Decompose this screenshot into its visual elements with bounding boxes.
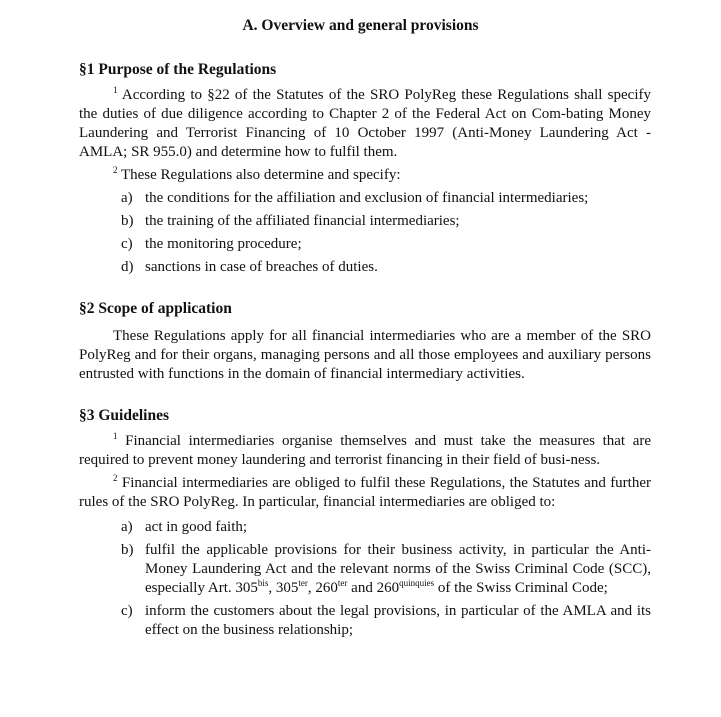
s3-paragraph-2 xyxy=(79,474,651,512)
list-text xyxy=(145,541,651,598)
para-text: Financial intermediaries organise themselves and must take the measures that are required to prevent money laundering and terrorist financing in their field of busi-ness. xyxy=(79,433,652,468)
section-2 xyxy=(79,299,651,384)
superscript: ter xyxy=(337,578,348,588)
text-part: , 305 xyxy=(268,580,299,596)
list-label: d) xyxy=(121,259,134,275)
text-part: fulfil the applicable provisions for their business activity, in particular the Anti-Money Laundering Act and the relevant norms of the Swiss Criminal Code (SCC), especially Art. 305 xyxy=(145,542,651,596)
section-3 xyxy=(79,406,651,640)
list-label: c) xyxy=(121,603,133,619)
para-text: These Regulations also determine and specify: xyxy=(120,167,401,183)
list-item xyxy=(121,189,651,208)
s2-heading: §2 Scope of application xyxy=(79,300,232,317)
s1-paragraph-2 xyxy=(79,166,651,185)
list-label: a) xyxy=(121,190,133,206)
list-item xyxy=(121,541,651,598)
list-item xyxy=(121,602,651,640)
para-text: Financial intermediaries are obliged to fulfil these Regulations, the Statutes and further rules of the SRO PolyReg. In particular, financial intermediaries are obliged to: xyxy=(79,475,651,510)
list-label: a) xyxy=(121,519,133,535)
text-part: , 260 xyxy=(307,580,338,596)
para-number: 2 xyxy=(113,165,118,175)
superscript: ter xyxy=(298,578,308,588)
list-label: c) xyxy=(121,236,133,252)
s3-paragraph-1 xyxy=(79,432,651,470)
list-text: the training of the affiliated financial intermediaries; xyxy=(145,213,460,229)
text-part: of the Swiss Criminal Code; xyxy=(434,580,608,596)
para-text: According to §22 of the Statutes of the SRO PolyReg these Regulations shall specify the duties of due diligence according to Chapter 2 of the Federal Act on Com-bating Money Laundering and Terrorist Financing of 10 October 1997 (Anti-Money Laundering Act - AMLA; SR 955.0) and determine how to fulfil them. xyxy=(79,87,651,160)
list-item xyxy=(121,258,651,277)
s2-paragraph: These Regulations apply for all financial intermediaries who are a member of the SRO PolyReg and for their organs, managing persons and all those employees and auxiliary persons entrusted with functions in the domain of financial intermediary activities. xyxy=(79,328,651,382)
para-number: 2 xyxy=(113,473,118,483)
list-text: sanctions in case of breaches of duties. xyxy=(145,259,378,275)
s1-heading: §1 Purpose of the Regulations xyxy=(79,61,277,78)
list-label: b) xyxy=(121,213,134,229)
s3-heading: §3 Guidelines xyxy=(79,407,170,424)
list-text: inform the customers about the legal provisions, in particular of the AMLA and its effect on the business relationship; xyxy=(145,603,651,638)
section-1 xyxy=(79,60,651,277)
list-text: the conditions for the affiliation and exclusion of financial intermediaries; xyxy=(145,190,589,206)
text-part: and 260 xyxy=(347,580,400,596)
list-text: the monitoring procedure; xyxy=(145,236,302,252)
superscript: bis xyxy=(257,578,269,588)
list-item xyxy=(121,518,651,537)
section-title: A. Overview and general provisions xyxy=(242,17,479,34)
para-number: 1 xyxy=(113,85,118,95)
list-label: b) xyxy=(121,542,134,558)
list-item xyxy=(121,235,651,254)
superscript: quinquies xyxy=(399,578,435,588)
para-number: 1 xyxy=(113,431,118,441)
s1-paragraph-1 xyxy=(79,86,651,162)
list-text: act in good faith; xyxy=(145,519,248,535)
list-item xyxy=(121,212,651,231)
